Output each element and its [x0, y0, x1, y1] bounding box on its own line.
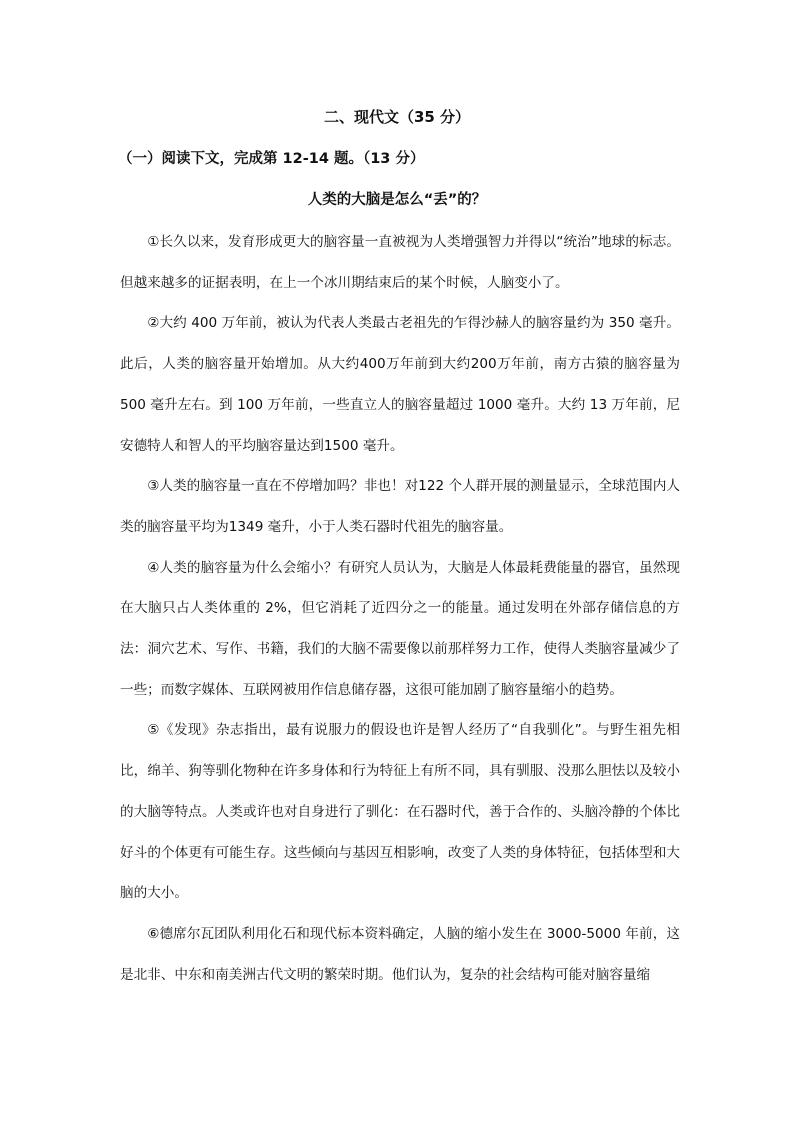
paragraph-5: ⑤《发现》杂志指出，最有说服力的假设也许是智人经历了“自我驯化”。与野生祖先相比，绵羊、狗等驯化物种在许多身体和行为特征上有所不同，具有驯服、没那么胆怯以及较小的大脑等特点。人类或许也对自身进行了驯化：在石器时代，善于合作的、头脑冷静的个体比好斗的个体更有可能生存。这些倾向与基因互相影响，改变了人类的身体特征，包括体型和大脑的大小。: [120, 722, 680, 902]
section-heading: 二、现代文（35 分）: [323, 108, 471, 126]
paragraph-2: ②大约 400 万年前，被认为代表人类最古老祖先的乍得沙赫人的脑容量约为 350 毫升。此后，人类的脑容量开始增加。从大约400万年前到大约200万年前，南方古猿的脑容量为 500 毫升左右。到 100 万年前，一些直立人的脑容量超过 1000 毫升。大约 13 万年前，尼安德特人和智人的平均脑容量达到1500 毫升。: [120, 315, 680, 454]
article-title: 人类的大脑是怎么“丢”的？: [307, 192, 487, 208]
subsection-heading: （一）阅读下文，完成第 12-14 题。（13 分）: [118, 151, 425, 167]
paragraph-1: ①长久以来，发育形成更大的脑容量一直被视为人类增强智力并得以“统治”地球的标志。但越来越多的证据表明，在上一个冰川期结束后的某个时候，人脑变小了。: [120, 234, 680, 291]
paragraph-4: ④人类的脑容量为什么会缩小？有研究人员认为，大脑是人体最耗费能量的器官，虽然现在大脑只占人类体重的 2%，但它消耗了近四分之一的能量。通过发明在外部存储信息的方法：洞穴艺术、写作、书籍，我们的大脑不需要像以前那样努力工作，使得人类脑容量减少了一些；而数字媒体、互联网被用作信息储存器，这很可能加剧了脑容量缩小的趋势。: [120, 559, 680, 698]
article-body: [120, 222, 680, 995]
paragraph-3: ③人类的脑容量一直在不停增加吗？非也！对122 个人群开展的测量显示，全球范围内人类的脑容量平均为1349 毫升，小于人类石器时代祖先的脑容量。: [120, 478, 680, 535]
paragraph-6: ⑥德席尔瓦团队利用化石和现代标本资料确定，人脑的缩小发生在 3000-5000 年前，这是北非、中东和南美洲古代文明的繁荣时期。他们认为，复杂的社会结构可能对脑容量缩: [120, 925, 680, 983]
